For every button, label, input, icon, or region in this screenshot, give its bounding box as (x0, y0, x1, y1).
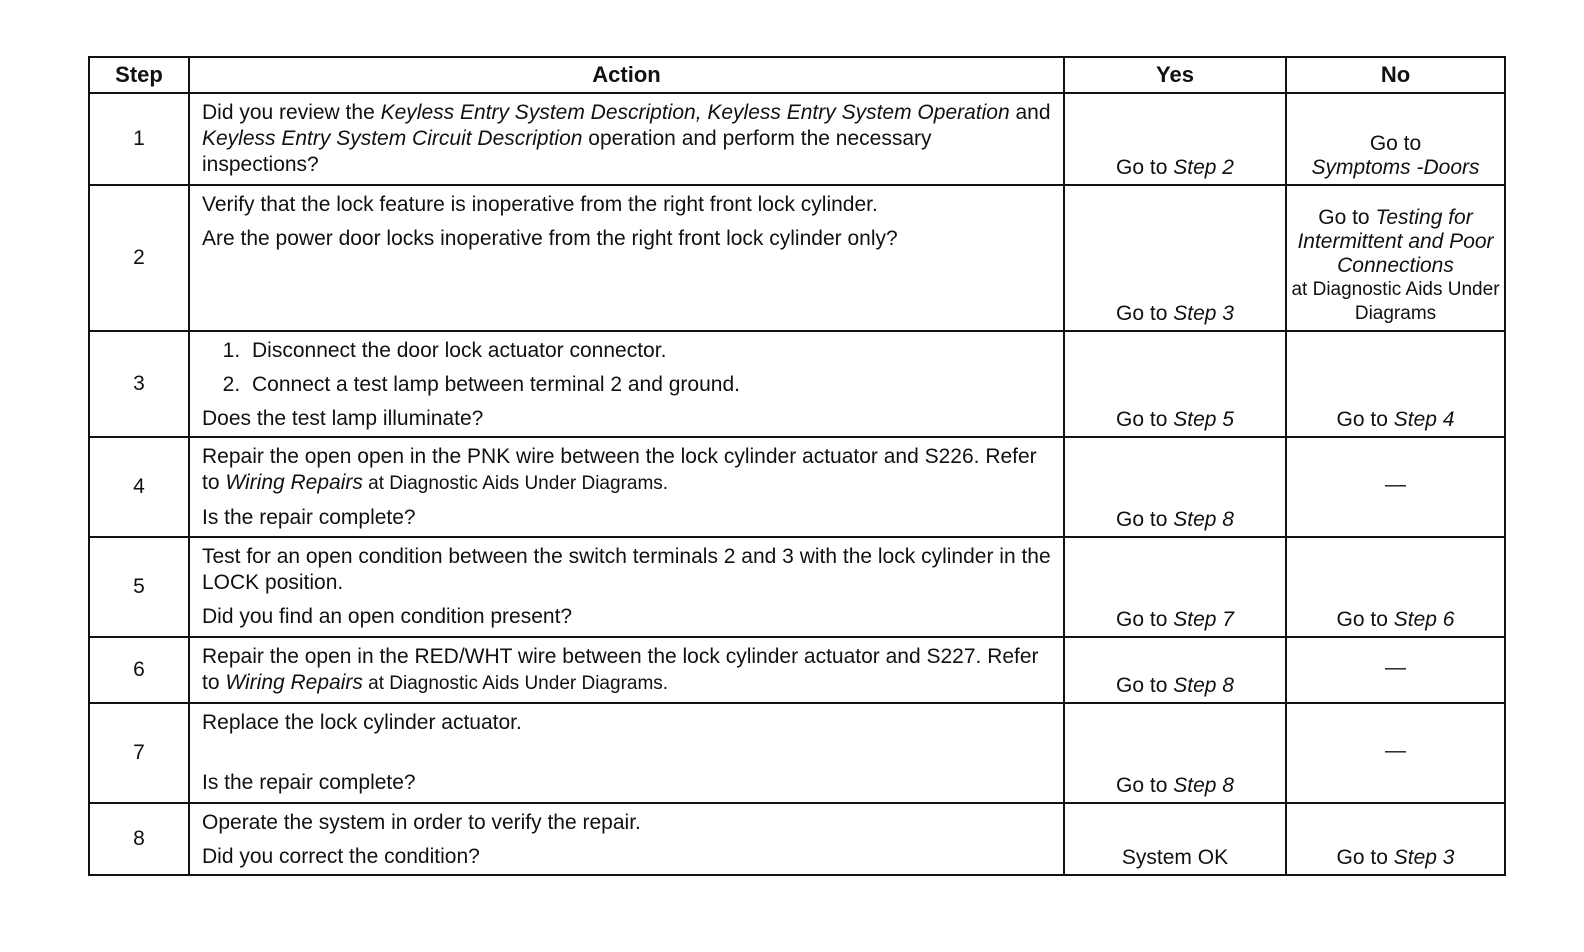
no-prefix: Go to (1336, 846, 1394, 869)
yes-prefix: Go to (1116, 408, 1174, 431)
yes-cell (1064, 437, 1286, 537)
action-text: Repair the open in the RED/WHT wire between the lock cylinder actuator and S227. Refer to (202, 645, 1039, 694)
table-row (89, 537, 1505, 637)
action-cell (189, 185, 1064, 331)
table-row (89, 93, 1505, 185)
yes-prefix: Go to (1116, 674, 1174, 697)
action-question: Did you find an open condition present? (202, 605, 573, 628)
no-step-link[interactable]: Step 6 (1393, 608, 1455, 631)
yes-step-link[interactable]: Step 5 (1173, 408, 1234, 431)
action-question: Is the repair complete? (202, 771, 416, 794)
no-prefix: Go to (1369, 132, 1422, 155)
no-cell (1286, 537, 1505, 637)
no-cell (1286, 637, 1505, 703)
list-item: 2. Connect a test lamp between terminal 2 and ground. (246, 372, 1053, 398)
no-suffix: at Diagnostic Aids Under Diagrams (1291, 279, 1500, 324)
yes-prefix: Go to (1116, 608, 1174, 631)
table-row (89, 803, 1505, 875)
yes-step-link[interactable]: Step 3 (1173, 302, 1234, 325)
yes-prefix: Go to (1116, 156, 1174, 179)
action-question: Did you correct the condition? (202, 845, 480, 868)
action-text: Replace the lock cylinder actuator. (202, 711, 522, 734)
action-text: operation and perform the necessary inspections? (202, 127, 932, 176)
action-cell (189, 331, 1064, 437)
action-cell (189, 537, 1064, 637)
yes-step-link[interactable]: Step 7 (1173, 608, 1234, 631)
no-dash: — (1385, 473, 1406, 496)
header-no: No (1286, 57, 1505, 93)
action-text: at Diagnostic Aids Under Diagrams. (362, 473, 669, 494)
action-cell (189, 703, 1064, 803)
yes-cell (1064, 331, 1286, 437)
no-cell (1286, 185, 1505, 331)
yes-step-link[interactable]: Step 8 (1173, 674, 1234, 697)
action-text: Did you review the (202, 101, 381, 124)
action-text: at Diagnostic Aids Under Diagrams. (362, 673, 669, 694)
step-number: 7 (89, 703, 189, 803)
action-text: Operate the system in order to verify the repair. (202, 811, 641, 834)
action-text: Verify that the lock feature is inoperative from the right front lock cylinder. (202, 193, 878, 216)
no-prefix: Go to (1336, 408, 1394, 431)
action-cell (189, 93, 1064, 185)
yes-cell (1064, 93, 1286, 185)
action-ref: Wiring Repairs (225, 471, 363, 494)
yes-cell (1064, 537, 1286, 637)
diagnostic-table (88, 56, 1506, 876)
yes-cell (1064, 703, 1286, 803)
no-prefix: Go to (1336, 608, 1394, 631)
no-step-link[interactable]: Symptoms -Doors (1311, 156, 1480, 179)
header-step: Step (89, 57, 189, 93)
action-ref: Keyless Entry System Description, Keyless Entry System Operation (380, 101, 1010, 124)
yes-prefix: Go to (1116, 302, 1174, 325)
step-number: 6 (89, 637, 189, 703)
action-cell (189, 803, 1064, 875)
no-cell (1286, 703, 1505, 803)
table-row (89, 437, 1505, 537)
table-row (89, 185, 1505, 331)
action-text: Repair the open open in the PNK wire between the lock cylinder actuator and S226. Refer to (202, 445, 1037, 494)
header-action: Action (189, 57, 1064, 93)
no-prefix: Go to (1318, 206, 1376, 229)
action-ref: Keyless Entry System Circuit Description (202, 127, 583, 150)
yes-step-link[interactable]: Step 8 (1173, 774, 1234, 797)
yes-cell (1064, 637, 1286, 703)
step-number: 5 (89, 537, 189, 637)
action-steps-list (202, 338, 1053, 398)
action-question: Does the test lamp illuminate? (202, 407, 484, 430)
step-number: 8 (89, 803, 189, 875)
yes-prefix: Go to (1116, 508, 1174, 531)
no-dash: — (1385, 656, 1406, 679)
no-step-link[interactable]: Step 3 (1393, 846, 1455, 869)
header-row (89, 57, 1505, 93)
action-ref: Wiring Repairs (225, 671, 363, 694)
yes-step-link[interactable]: Step 2 (1173, 156, 1234, 179)
no-step-link[interactable]: Step 4 (1393, 408, 1455, 431)
table-row (89, 637, 1505, 703)
no-dash: — (1385, 739, 1406, 762)
table-row (89, 703, 1505, 803)
yes-prefix: Go to (1116, 774, 1174, 797)
table-row (89, 331, 1505, 437)
yes-step-link[interactable]: Step 8 (1173, 508, 1234, 531)
step-number: 4 (89, 437, 189, 537)
no-step-link[interactable]: Testing for Intermittent and Poor Connections (1297, 206, 1494, 277)
header-yes: Yes (1064, 57, 1286, 93)
step-number: 2 (89, 185, 189, 331)
action-cell (189, 637, 1064, 703)
action-question: Is the repair complete? (202, 506, 416, 529)
action-text: Test for an open condition between the switch terminals 2 and 3 with the lock cylinder in the LOCK position. (202, 545, 1051, 594)
action-cell (189, 437, 1064, 537)
yes-cell (1064, 185, 1286, 331)
yes-cell (1064, 803, 1286, 875)
no-cell (1286, 437, 1505, 537)
action-text: and (1009, 101, 1051, 124)
yes-text: System OK (1121, 846, 1229, 869)
action-text: Are the power door locks inoperative from the right front lock cylinder only? (202, 227, 898, 250)
no-cell (1286, 331, 1505, 437)
no-cell (1286, 803, 1505, 875)
step-number: 3 (89, 331, 189, 437)
list-item: 1. Disconnect the door lock actuator connector. (246, 338, 1053, 364)
step-number: 1 (89, 93, 189, 185)
no-cell (1286, 93, 1505, 185)
